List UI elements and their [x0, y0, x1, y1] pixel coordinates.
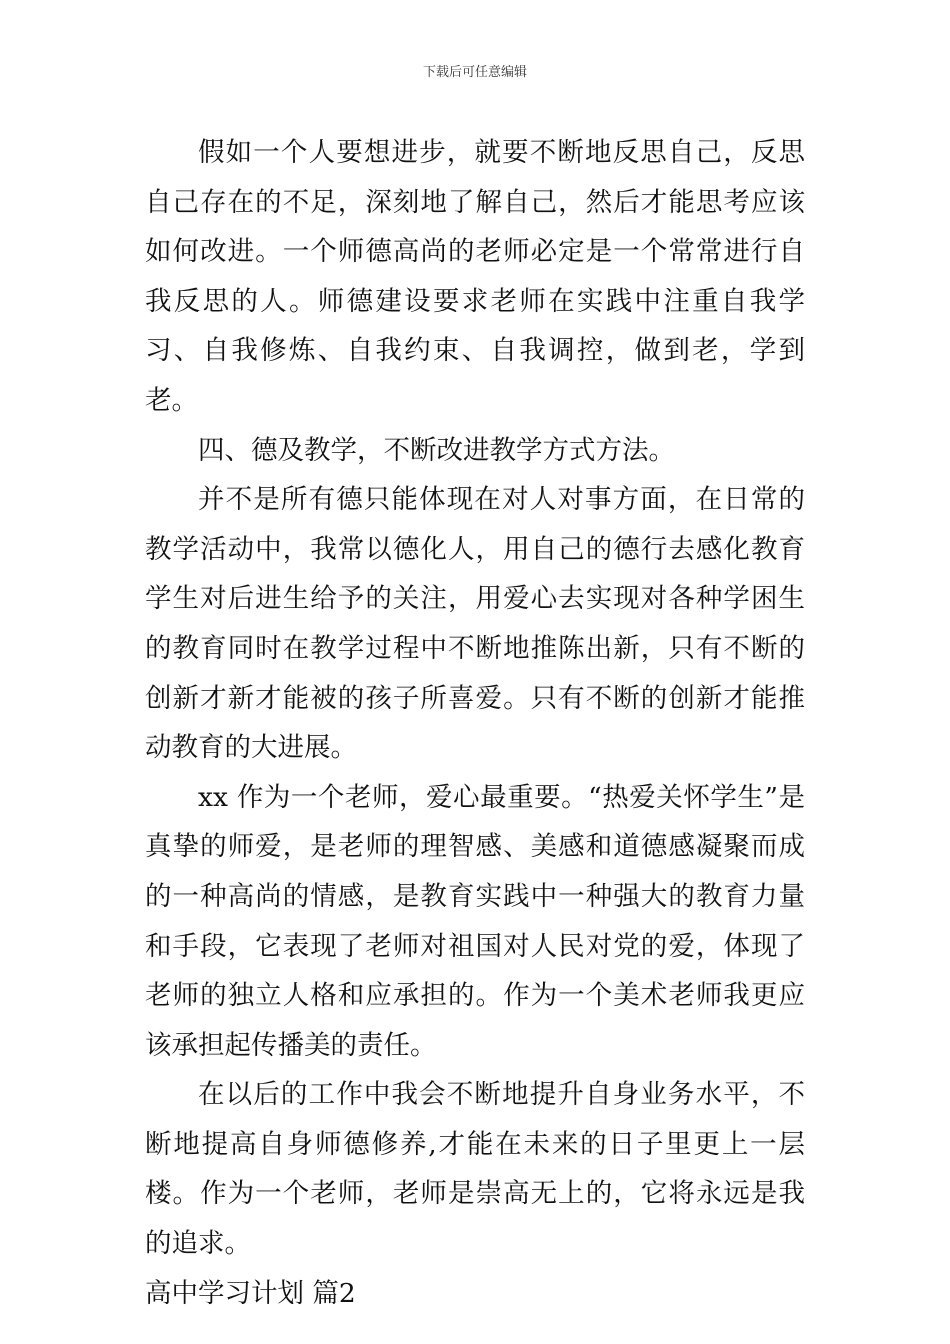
paragraph-self-reflection: 假如一个人要想进步，就要不断地反思自己，反思自己存在的不足，深刻地了解自己，然后才能思考应该如何改进。一个师德高尚的老师必定是一个常常进行自我反思的人。师德建设要求老师在实践中注重自我学习、自我修炼、自我约束、自我调控，做到老，学到老。 [145, 137, 805, 416]
document-body [145, 128, 805, 1318]
paragraph-teaching-innovation: 并不是所有德只能体现在对人对事方面，在日常的教学活动中，我常以德化人，用自己的德行去感化教育学生对后进生给予的关注，用爱心去实现对各种学困生的教育同时在教学过程中不断地推陈出新，只有不断的创新才新才能被的孩子所喜爱。只有不断的创新才能推动教育的大进展。 [145, 484, 805, 764]
paragraph-section-four-title: 四、德及教学，不断改进教学方式方法。 [198, 434, 675, 466]
paragraph-teacher-love: xx 作为一个老师，爱心最重要。“热爱关怀学生”是真挚的师爱，是老师的理智感、美感和道德感凝聚而成的一种高尚的情感，是教育实践中一种强大的教育力量和手段，它表现了老师对祖国对人民对党的爱，体现了老师的独立人格和应承担的。作为一个美术老师我更应该承担起传播美的责任。 [145, 781, 805, 1061]
section-heading: 高中学习计划 篇2 [145, 1277, 356, 1309]
page-header: 下载后可任意编辑 [422, 65, 527, 80]
paragraph-future-work: 在以后的工作中我会不断地提升自身业务水平，不断地提高自身师德修养,才能在未来的日子里更上一层楼。作为一个老师，老师是崇高无上的，它将永远是我的追求。 [145, 1079, 805, 1260]
